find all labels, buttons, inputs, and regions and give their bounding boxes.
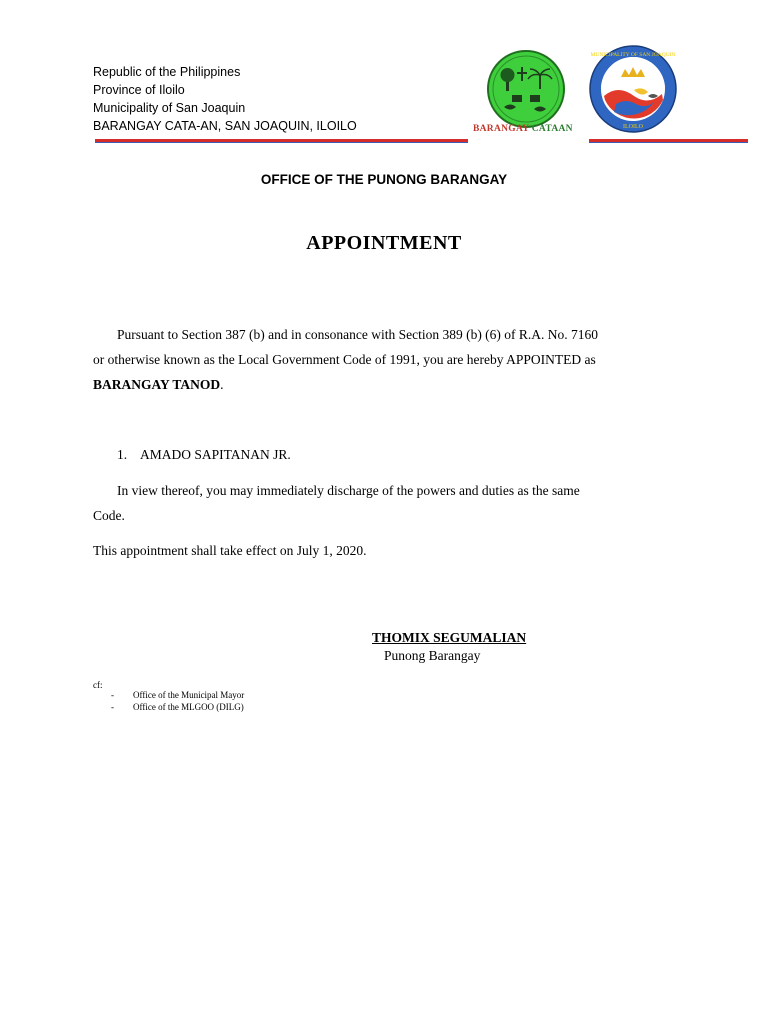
barangay-seal-emblem-icon [486, 49, 566, 129]
document-title: APPOINTMENT [306, 232, 462, 254]
municipality-seal [588, 44, 678, 134]
signatory-title: Punong Barangay [384, 648, 481, 663]
cf-bullet: - [111, 702, 114, 712]
header-barangay: BARANGAY CATA-AN, SAN JOAQUIN, ILOILO [93, 119, 357, 133]
seal-ring-top-text: MUNICIPALITY OF SAN JOAQUIN [590, 52, 676, 58]
signatory-name: THOMIX SEGUMALIAN [372, 630, 527, 645]
seal-caption-green: CATAAN [531, 124, 573, 134]
office-heading: OFFICE OF THE PUNONG BARANGAY [260, 172, 508, 187]
effectivity-statement: This appointment shall take effect on July 1, 2020. [93, 543, 367, 558]
header-province: Province of Iloilo [93, 83, 185, 97]
paragraph2-line1: In view thereof, you may immediately discharge of the powers and duties as the same [117, 483, 580, 498]
cf-label: cf: [93, 680, 103, 690]
paragraph1-line3 [93, 373, 224, 397]
paragraph2-line2: Code. [93, 508, 125, 523]
cf-item: Office of the Municipal Mayor [133, 690, 245, 700]
appointed-position-period: . [220, 377, 224, 392]
header-municipality: Municipality of San Joaquin [93, 101, 246, 115]
appointee-number: 1. [117, 447, 128, 462]
paragraph1-line1: Pursuant to Section 387 (b) and in consonance with Section 389 (b) (6) of R.A. No. 7160 [117, 327, 599, 342]
header-republic: Republic of the Philippines [93, 65, 241, 79]
cf-item: Office of the MLGOO (DILG) [133, 702, 244, 712]
header-rule-right [589, 139, 748, 143]
cf-bullet: - [111, 690, 114, 700]
seal-caption-red: BARANGAY [473, 124, 530, 134]
barangay-seal-caption [473, 124, 573, 134]
appointed-position: BARANGAY TANOD [93, 377, 221, 392]
seal-ring-bottom-text: ILOILO [623, 124, 643, 130]
appointee-name: AMADO SAPITANAN JR. [140, 447, 291, 462]
municipality-seal-emblem-icon [588, 44, 678, 134]
header-rule-left [95, 139, 468, 143]
paragraph1-line2: or otherwise known as the Local Government Code of 1991, you are hereby APPOINTED as [93, 352, 596, 367]
barangay-cataan-seal [486, 49, 566, 129]
